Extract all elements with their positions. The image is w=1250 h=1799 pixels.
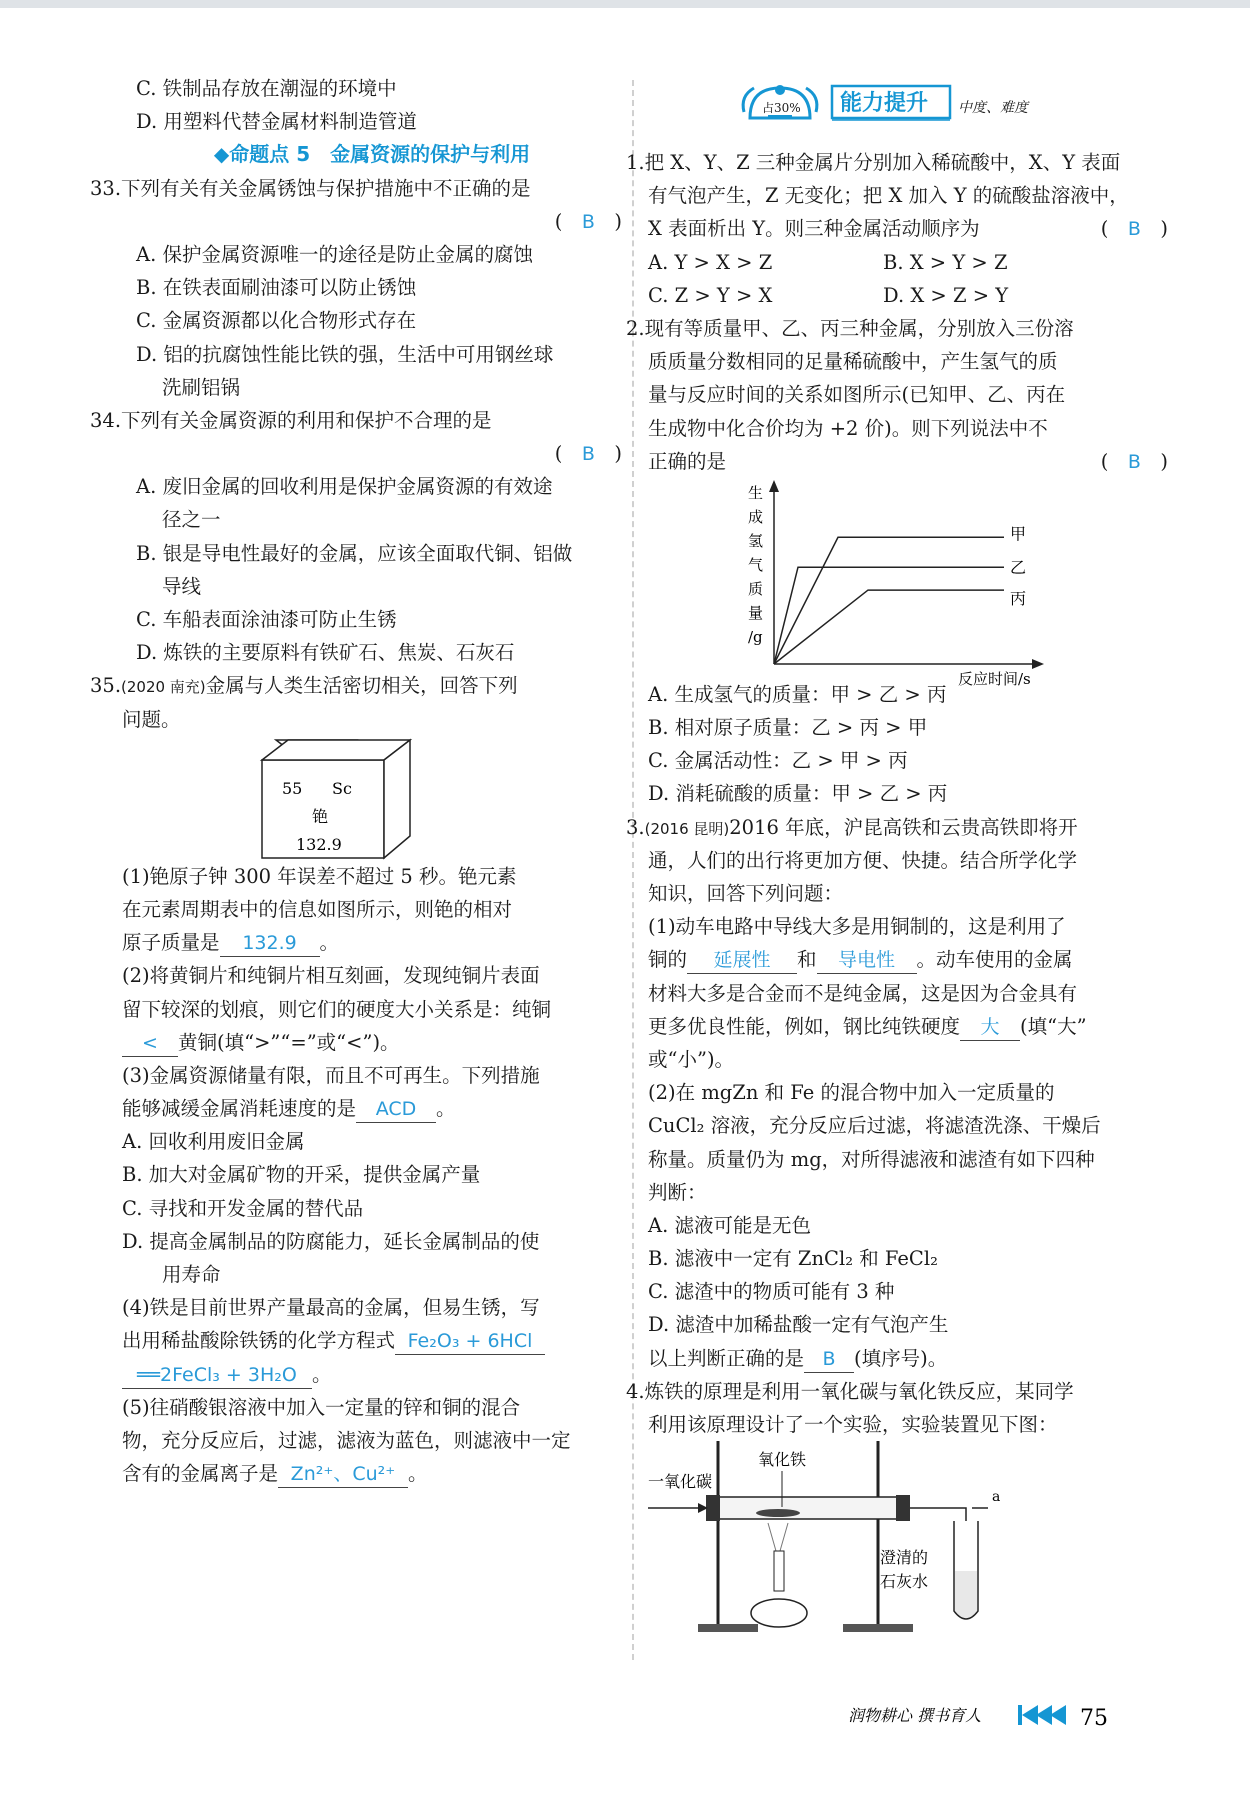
q33-stem: 33.下列有关有关金属锈蚀与保护措施中不正确的是 [90,176,531,200]
section-heading: ◆命题点 5 金属资源的保护与利用 [213,142,531,167]
q35-p5-line3: 含有的金属离子是 Zn²⁺、Cu²⁺ 。 [122,1457,622,1490]
r-q4-line1: 4.炼铁的原理是利用一氧化碳与氧化铁反应，某同学 [626,1379,1074,1403]
r-q1-options-ab: A. Y > X > Z B. X > Y > Z [648,250,1008,274]
top-edge [0,0,1250,8]
q34-option-d: D. 炼铁的主要原料有铁矿石、焦炭、石灰石 [136,641,515,665]
r-q3-p2-line3: 称量。质量仍为 mg，对所得滤液和滤渣有如下四种 [648,1147,1095,1171]
r-q1-options-cd: C. Z > Y > X D. X > Z > Y [648,283,1009,307]
graph-y-label-char: /g [748,627,763,646]
q35-p2-line1: (2)将黄铜片和纯铜片相互刻画，发现纯铜片表面 [122,964,540,988]
r-q3-p1-line1: (1)动车电路中导线大多是用铜制的，这是利用了 [648,915,1066,939]
q35-p1-line2: 在元素周期表中的信息如图所示，则铯的相对 [122,897,513,921]
q35-p4-line3: ══2FeCl₃ + 3H₂O 。 [122,1358,622,1391]
q35-stem-cont: 问题。 [122,707,181,731]
q33-answer: ( B ) [554,209,622,233]
r-q3-answer-judgement: B [804,1346,854,1373]
iron-smelting-apparatus [648,1441,1168,1641]
label-limewater-2: 石灰水 [880,1572,929,1592]
right-column [626,146,1168,1641]
r-q3-p2-line1: (2)在 mgZn 和 Fe 的混合物中加入一定质量的 [648,1081,1055,1105]
graph-y-label-char: 量 [748,603,764,622]
r-q1-line3: X 表面析出 Y。则三种金属活动顺序为 ( B ) [648,217,1168,241]
element-cube-figure [122,736,622,860]
q33-option-d: D. 铝的抗腐蚀性能比铁的强，生活中可用钢丝球 [136,342,554,366]
q35-option-d: D. 提高金属制品的防腐能力，延长金属制品的使 [122,1229,540,1253]
q34-option-b-cont: 导线 [162,574,202,598]
q34-option-a: A. 废旧金属的回收利用是保护金属资源的有效途 [136,475,553,499]
q34-option-c: C. 车船表面涂油漆可防止生锈 [136,608,397,631]
r-q2-option-c: C. 金属活动性：乙 > 甲 > 丙 [648,749,908,773]
series-bing-label: 丙 [1010,588,1027,608]
q33-option-a: A. 保护金属资源唯一的途径是防止金属的腐蚀 [136,242,533,266]
r-q3-answer-ductility: 延展性 [687,947,797,974]
q35-option-b: B. 加大对金属矿物的开采，提供金属产量 [122,1163,481,1187]
r-q1-line2: 有气泡产生，Z 无变化；把 X 加入 Y 的硫酸盐溶液中， [648,184,1129,208]
q34-answer: ( B ) [554,442,622,466]
r-q2-option-b: B. 相对原子质量：乙 > 丙 > 甲 [648,716,928,740]
r-q3-option-a: A. 滤液可能是无色 [648,1213,811,1237]
r-q1-line1: 1.把 X、Y、Z 三种金属片分别加入稀硫酸中，X、Y 表面 [626,151,1121,174]
series-yi-label: 乙 [1010,558,1027,578]
r-q2-answer: B [1127,450,1141,473]
element-mass: 132.9 [296,834,342,854]
q34-option-b: B. 银是导电性最好的金属，应该全面取代铜、铝做 [136,541,573,565]
q35-p3-line1: (3)金属资源储量有限，而且不可再生。下列措施 [122,1063,540,1087]
q35-p4-answer-1: Fe₂O₃ + 6HCl [395,1328,545,1355]
series-jia-label: 甲 [1010,524,1027,544]
q33-option-d-cont: 洗刷铝锅 [162,375,241,399]
q35-p3-answer: ACD [356,1096,436,1123]
q35-p1-answer: 132.9 [220,930,320,957]
option-d-prev: D. 用塑料代替金属材料制造管道 [136,110,417,134]
banner-level: 中度、难度 [958,100,1028,116]
q33-option-c: C. 金属资源都以化合物形式存在 [136,309,417,333]
q35-p4-line2: 出用稀盐酸除铁锈的化学方程式 Fe₂O₃ + 6HCl [122,1324,622,1357]
label-co: 一氧化碳 [648,1472,713,1492]
q35-option-c: C. 寻找和开发金属的替代品 [122,1196,364,1220]
r-q2-option-d: D. 消耗硫酸的质量：甲 > 乙 > 丙 [648,782,948,806]
q35-p3-line2: 能够减缓金属消耗速度的是 ACD 。 [122,1092,622,1125]
left-column [90,72,622,1490]
ability-banner [740,78,1040,138]
r-q3-p1-line4: 更多优良性能，例如，钢比纯铁硬度 大 (填“大” [648,1010,1168,1043]
q35-p5-line1: (5)往硝酸银溶液中加入一定量的锌和铜的混合 [122,1395,521,1419]
footer-motto: 润物耕心 撰书育人 [848,1706,982,1725]
graph-x-arrow [1032,659,1044,669]
q35-stem: 35.(2020 南充)金属与人类生活密切相关，回答下列 [90,674,518,698]
r-q3-p1-line3: 材料大多是合金而不是纯金属，这是因为合金具有 [648,981,1078,1005]
r-q3-line2: 通，人们的出行将更加方便、快捷。结合所学化学 [648,848,1078,872]
r-q2-line4: 生成物中化合价均为 +2 价)。则下列说法中不 [648,416,1048,440]
q35-p1-line1: (1)铯原子钟 300 年误差不超过 5 秒。铯元素 [122,864,517,888]
graph-y-label-char: 生 [748,483,764,502]
rewind-arrows-icon [1018,1705,1066,1725]
r-q4-line2: 利用该原理设计了一个实验，实验装置见下图： [648,1413,1058,1436]
q35-p5-answer: Zn²⁺、Cu²⁺ [278,1461,408,1488]
q33-option-b: B. 在铁表面刷油漆可以防止锈蚀 [136,276,417,300]
option-c-prev: C. 铁制品存放在潮湿的环境中 [136,77,397,100]
r-q3-line1: 3.(2016 昆明)2016 年底，沪昆高铁和云贵高铁即将开 [626,815,1078,839]
page-footer [848,1695,1148,1735]
graph-y-label-char: 气 [748,555,764,574]
r-q3-line3: 知识，回答下列问题： [648,882,844,905]
series-bing-line [774,590,1004,664]
page-number: 75 [1080,1706,1108,1731]
element-symbol: Sc [332,778,352,798]
q34-stem: 34.下列有关金属资源的利用和保护不合理的是 [90,408,492,432]
r-q3-conclusion: 以上判断正确的是 B (填序号)。 [648,1342,1168,1375]
series-yi-line [774,567,1004,664]
r-q3-p2-line2: CuCl₂ 溶液，充分反应后过滤，将滤渣洗涤、干燥后 [648,1114,1101,1138]
r-q2-option-a: A. 生成氢气的质量：甲 > 乙 > 丙 [648,682,947,706]
graph-x-label: 反应时间/s [958,669,1031,688]
r-q2-line5: 正确的是 ( B ) [648,449,1168,473]
r-q3-answer-conductivity: 导电性 [817,947,917,974]
r-q3-option-d: D. 滤渣中加稀盐酸一定有气泡产生 [648,1313,949,1337]
r-q3-option-b: B. 滤液中一定有 ZnCl₂ 和 FeCl₂ [648,1247,938,1271]
r-q3-answer-hardness: 大 [960,1014,1020,1041]
r-q3-p1-line5: 或“小”)。 [648,1047,735,1071]
banner-badge: 占30% [762,101,801,115]
label-limewater-1: 澄清的 [880,1548,929,1568]
q35-p4-answer-2: ══2FeCl₃ + 3H₂O [122,1362,312,1389]
element-name: 铯 [312,806,329,826]
r-q3-p2-line4: 判断： [648,1180,707,1204]
q35-p2-answer: < [122,1030,178,1057]
r-q3-option-c: C. 滤渣中的物质可能有 3 种 [648,1280,895,1304]
q35-p1-line3: 原子质量是 132.9 。 [122,926,622,959]
r-q2-line2: 质质量分数相同的足量稀硫酸中，产生氢气的质 [648,350,1058,374]
graph-y-label-char: 质 [748,579,764,598]
element-number: 55 [282,778,303,798]
r-q2-line1: 2.现有等质量甲、乙、丙三种金属，分别放入三份溶 [626,316,1074,340]
q35-p4-line1: (4)铁是目前世界产量最高的金属，但易生锈，写 [122,1296,540,1320]
q35-p2-line3: < 黄铜(填“>”“=”或“<”)。 [122,1026,622,1059]
q34-option-a-cont: 径之一 [162,508,221,532]
graph-y-label-char: 成 [748,507,764,526]
r-q2-line3: 量与反应时间的关系如图所示(已知甲、乙、丙在 [648,383,1066,407]
q35-p2-line2: 留下较深的划痕，则它们的硬度大小关系是：纯铜 [122,997,552,1021]
banner-title: 能力提升 [840,90,929,116]
series-jia-line [774,537,1004,664]
graph-y-label-char: 氢 [748,531,764,550]
q35-option-d-cont: 用寿命 [162,1263,221,1286]
graph-y-label [748,484,763,646]
hydrogen-graph [648,478,1168,688]
label-fe2o3: 氧化铁 [758,1450,807,1470]
graph-y-arrow [769,480,779,492]
r-q3-p1-line2: 铜的 延展性 和 导电性 。动车使用的金属 [648,943,1168,976]
q35-p5-line2: 物，充分反应后，过滤，滤液为蓝色，则滤液中一定 [122,1428,571,1452]
r-q1-answer: B [1127,218,1141,241]
label-a: a [992,1489,1001,1506]
q35-option-a: A. 回收利用废旧金属 [122,1130,305,1154]
